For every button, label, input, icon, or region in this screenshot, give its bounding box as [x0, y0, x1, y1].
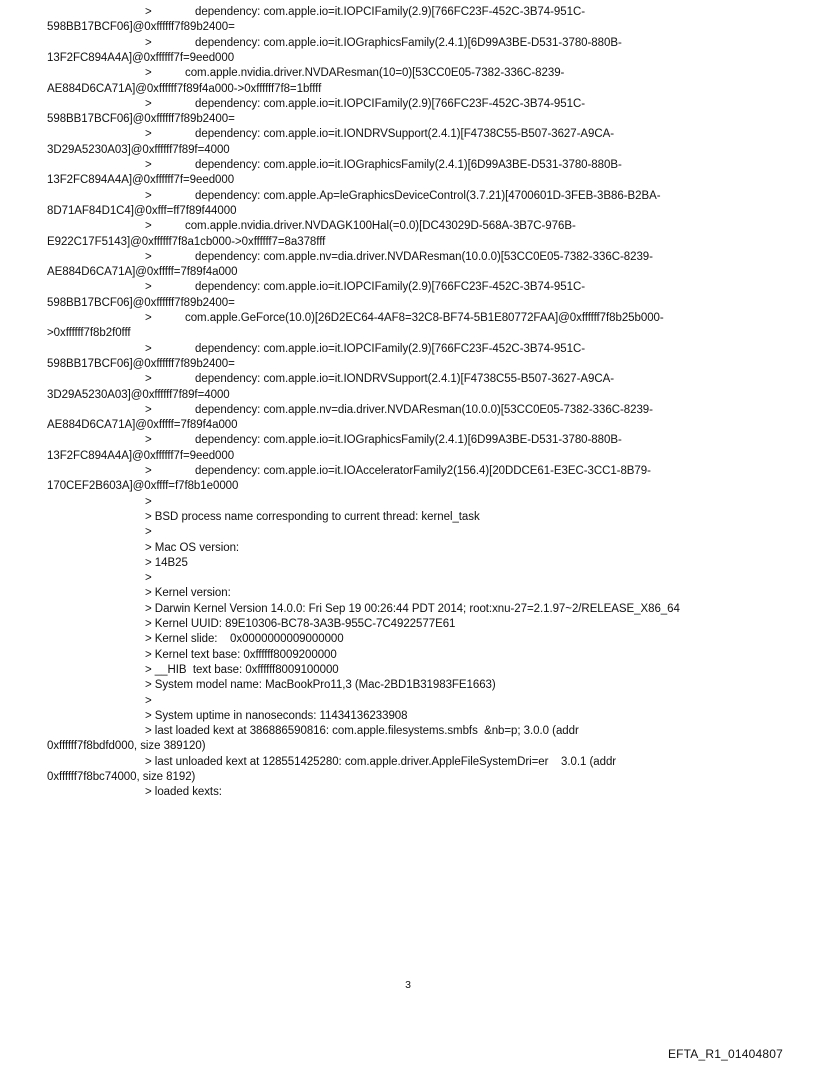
log-line-text: dependency: com.apple.io=it.IONDRVSupport(2.4.1)[F4738C55-B507-3627-A9CA- — [195, 128, 615, 141]
log-line — [0, 648, 816, 663]
log-line-text: dependency: com.apple.io=it.IOPCIFamily(2.9)[766FC23F-452C-3B74-951C- — [195, 281, 585, 294]
log-line-text: > Kernel text base: 0xffffff8009200000 — [145, 648, 337, 661]
log-line — [0, 97, 816, 112]
log-line-text: dependency: com.apple.io=it.IOGraphicsFamily(2.4.1)[6D99A3BE-D531-3780-880B- — [195, 434, 622, 447]
log-line-text: > loaded kexts: — [145, 786, 222, 799]
log-line-continuation — [0, 449, 816, 464]
line-marker: > — [145, 403, 152, 416]
log-line-text: com.apple.nvidia.driver.NVDAResman(10=0)[53CC0E05-7382-336C-8239- — [185, 67, 565, 80]
log-line — [0, 280, 816, 295]
line-marker: > — [145, 250, 152, 263]
line-marker: > — [145, 128, 152, 141]
log-line-text: dependency: com.apple.io=it.IOGraphicsFamily(2.4.1)[6D99A3BE-D531-3780-880B- — [195, 159, 622, 171]
log-line-text: > last loaded kext at 386886590816: com.apple.filesystems.smbfs &nb=p; 3.0.0 (addr — [145, 725, 579, 738]
log-line-continuation-text: AE884D6CA71A]@0xfffff=7f89f4a000 — [47, 419, 238, 432]
log-line — [0, 556, 816, 571]
log-line — [0, 342, 816, 357]
log-line-continuation-text: 598BB17BCF06]@0xffffff7f89b2400= — [47, 357, 235, 370]
log-line — [0, 694, 816, 709]
log-line-text: > __HIB text base: 0xffffff8009100000 — [145, 663, 339, 676]
log-line-continuation — [0, 739, 816, 754]
log-line-continuation — [0, 479, 816, 494]
log-line-continuation-text: 598BB17BCF06]@0xffffff7f89b2400= — [47, 296, 235, 309]
log-line-continuation — [0, 296, 816, 311]
log-line-continuation-text: AE884D6CA71A]@0xffffff7f89f4a000->0xffffff7f8=1bffff — [47, 82, 322, 95]
line-marker: > — [145, 220, 152, 233]
log-line-continuation — [0, 265, 816, 280]
log-line-continuation — [0, 357, 816, 372]
log-line — [0, 403, 816, 418]
log-line — [0, 602, 816, 617]
log-line — [0, 158, 816, 173]
log-line-continuation-text: E922C17F5143]@0xffffff7f8a1cb000->0xffffff7=8a378fff — [47, 235, 326, 248]
log-line — [0, 541, 816, 556]
page-number: 3 — [405, 979, 411, 991]
log-line-continuation — [0, 143, 816, 158]
log-line — [0, 66, 816, 81]
log-line — [0, 755, 816, 770]
log-line-text: dependency: com.apple.Ap=leGraphicsDeviceControl(3.7.21)[4700601D-3FEB-3B86-B2BA- — [195, 189, 661, 202]
line-marker: > — [145, 373, 152, 386]
log-line-text: > last unloaded kext at 128551425280: com.apple.driver.AppleFileSystemDri=er 3.0.1 (addr — [145, 755, 617, 768]
log-line — [0, 678, 816, 693]
log-line — [0, 663, 816, 678]
log-line-text: > — [145, 526, 152, 539]
log-line — [0, 464, 816, 479]
log-line — [0, 219, 816, 234]
line-marker: > — [145, 434, 152, 447]
log-line-text: > Darwin Kernel Version 14.0.0: Fri Sep 19 00:26:44 PDT 2014; root:xnu-27=2.1.97~2/RELEASE_X86_64 — [145, 602, 680, 615]
log-line-continuation — [0, 82, 816, 97]
log-line-continuation-text: 3D29A5230A03]@0xffffff7f89f=4000 — [47, 143, 230, 156]
log-line — [0, 785, 816, 800]
log-line — [0, 510, 816, 525]
log-line-text: > Kernel version: — [145, 587, 231, 600]
log-line-continuation — [0, 204, 816, 219]
line-marker: > — [145, 36, 152, 49]
log-line — [0, 632, 816, 647]
log-line-continuation — [0, 112, 816, 127]
log-line-continuation-text: 3D29A5230A03]@0xffffff7f89f=4000 — [47, 388, 230, 401]
log-line-text: dependency: com.apple.io=it.IOGraphicsFamily(2.4.1)[6D99A3BE-D531-3780-880B- — [195, 36, 622, 49]
log-line-text: > System model name: MacBookPro11,3 (Mac-2BD1B31983FE1663) — [145, 679, 496, 692]
log-line-text: dependency: com.apple.io=it.IOAcceleratorFamily2(156.4)[20DDCE61-E3EC-3CC1-8B79- — [195, 465, 651, 477]
log-line — [0, 127, 816, 142]
log-line — [0, 372, 816, 387]
log-line-continuation — [0, 770, 816, 785]
line-marker: > — [145, 312, 152, 324]
log-line — [0, 433, 816, 448]
log-line-continuation-text: 598BB17BCF06]@0xffffff7f89b2400= — [47, 113, 235, 126]
line-marker: > — [145, 465, 152, 477]
bates-number: EFTA_R1_01404807 — [667, 1047, 783, 1061]
log-line-text: > — [145, 694, 152, 707]
log-line — [0, 709, 816, 724]
line-marker: > — [145, 6, 152, 18]
line-marker: > — [145, 281, 152, 294]
log-line-continuation-text: 8D71AF84D1C4]@0xfff=ff7f89f44000 — [47, 204, 237, 217]
line-marker: > — [145, 189, 152, 202]
log-line — [0, 495, 816, 510]
log-line-continuation-text: 0xffffff7f8bc74000, size 8192) — [47, 771, 196, 783]
log-line — [0, 724, 816, 739]
log-line-continuation-text: >0xffffff7f8b2f0fff — [47, 327, 131, 340]
log-line-continuation — [0, 173, 816, 188]
log-line-continuation — [0, 388, 816, 403]
log-line-text: > Mac OS version: — [145, 541, 240, 554]
line-marker: > — [145, 97, 152, 110]
log-line-text: dependency: com.apple.io=it.IOPCIFamily(2.9)[766FC23F-452C-3B74-951C- — [195, 97, 585, 110]
log-line-text: dependency: com.apple.nv=dia.driver.NVDAResman(10.0.0)[53CC0E05-7382-336C-8239- — [195, 250, 653, 263]
log-line-continuation — [0, 51, 816, 66]
log-line — [0, 5, 816, 20]
line-marker: > — [145, 342, 152, 355]
log-line-text: > Kernel slide: 0x0000000009000000 — [145, 633, 344, 646]
log-line-text: > 14B25 — [145, 556, 188, 569]
log-line-continuation-text: 13F2FC894A4A]@0xffffff7f=9eed000 — [47, 51, 235, 64]
log-line-continuation-text: 0xffffff7f8bdfd000, size 389120) — [47, 740, 206, 753]
log-line-continuation — [0, 20, 816, 35]
log-line-continuation-text: AE884D6CA71A]@0xfffff=7f89f4a000 — [47, 266, 238, 279]
log-line — [0, 250, 816, 265]
log-line-continuation-text: 170CEF2B603A]@0xffff=f7f8b1e0000 — [47, 480, 239, 493]
log-line-text: > System uptime in nanoseconds: 11434136233908 — [145, 709, 408, 722]
log-line-continuation-text: 598BB17BCF06]@0xffffff7f89b2400= — [47, 21, 235, 34]
log-line-text: > — [145, 572, 152, 585]
line-marker: > — [145, 67, 152, 80]
log-line-text: > Kernel UUID: 89E10306-BC78-3A3B-955C-7C4922577E61 — [145, 618, 456, 630]
log-line-text: com.apple.nvidia.driver.NVDAGK100Hal(=0.0)[DC43029D-568A-3B7C-976B- — [185, 220, 576, 233]
log-line-text: > — [145, 495, 152, 508]
log-line-continuation — [0, 235, 816, 250]
log-line-text: dependency: com.apple.nv=dia.driver.NVDAResman(10.0.0)[53CC0E05-7382-336C-8239- — [195, 403, 653, 416]
log-line-text: > BSD process name corresponding to current thread: kernel_task — [145, 510, 480, 523]
log-line-text: dependency: com.apple.io=it.IONDRVSupport(2.4.1)[F4738C55-B507-3627-A9CA- — [195, 373, 615, 386]
log-line-continuation — [0, 418, 816, 433]
log-line-text: dependency: com.apple.io=it.IOPCIFamily(2.9)[766FC23F-452C-3B74-951C- — [195, 6, 585, 18]
log-line-text: com.apple.GeForce(10.0)[26D2EC64-4AF8=32C8-BF74-5B1E80772FAA]@0xffffff7f8b25b000- — [185, 312, 664, 324]
log-line-continuation-text: 13F2FC894A4A]@0xffffff7f=9eed000 — [47, 174, 235, 187]
log-line — [0, 586, 816, 601]
log-line-continuation-text: 13F2FC894A4A]@0xffffff7f=9eed000 — [47, 449, 235, 462]
log-line — [0, 311, 816, 326]
log-line-text: dependency: com.apple.io=it.IOPCIFamily(2.9)[766FC23F-452C-3B74-951C- — [195, 342, 585, 355]
log-line — [0, 36, 816, 51]
log-line — [0, 571, 816, 586]
log-line-continuation — [0, 326, 816, 341]
line-marker: > — [145, 159, 152, 171]
log-line — [0, 525, 816, 540]
log-line — [0, 189, 816, 204]
log-line — [0, 617, 816, 632]
